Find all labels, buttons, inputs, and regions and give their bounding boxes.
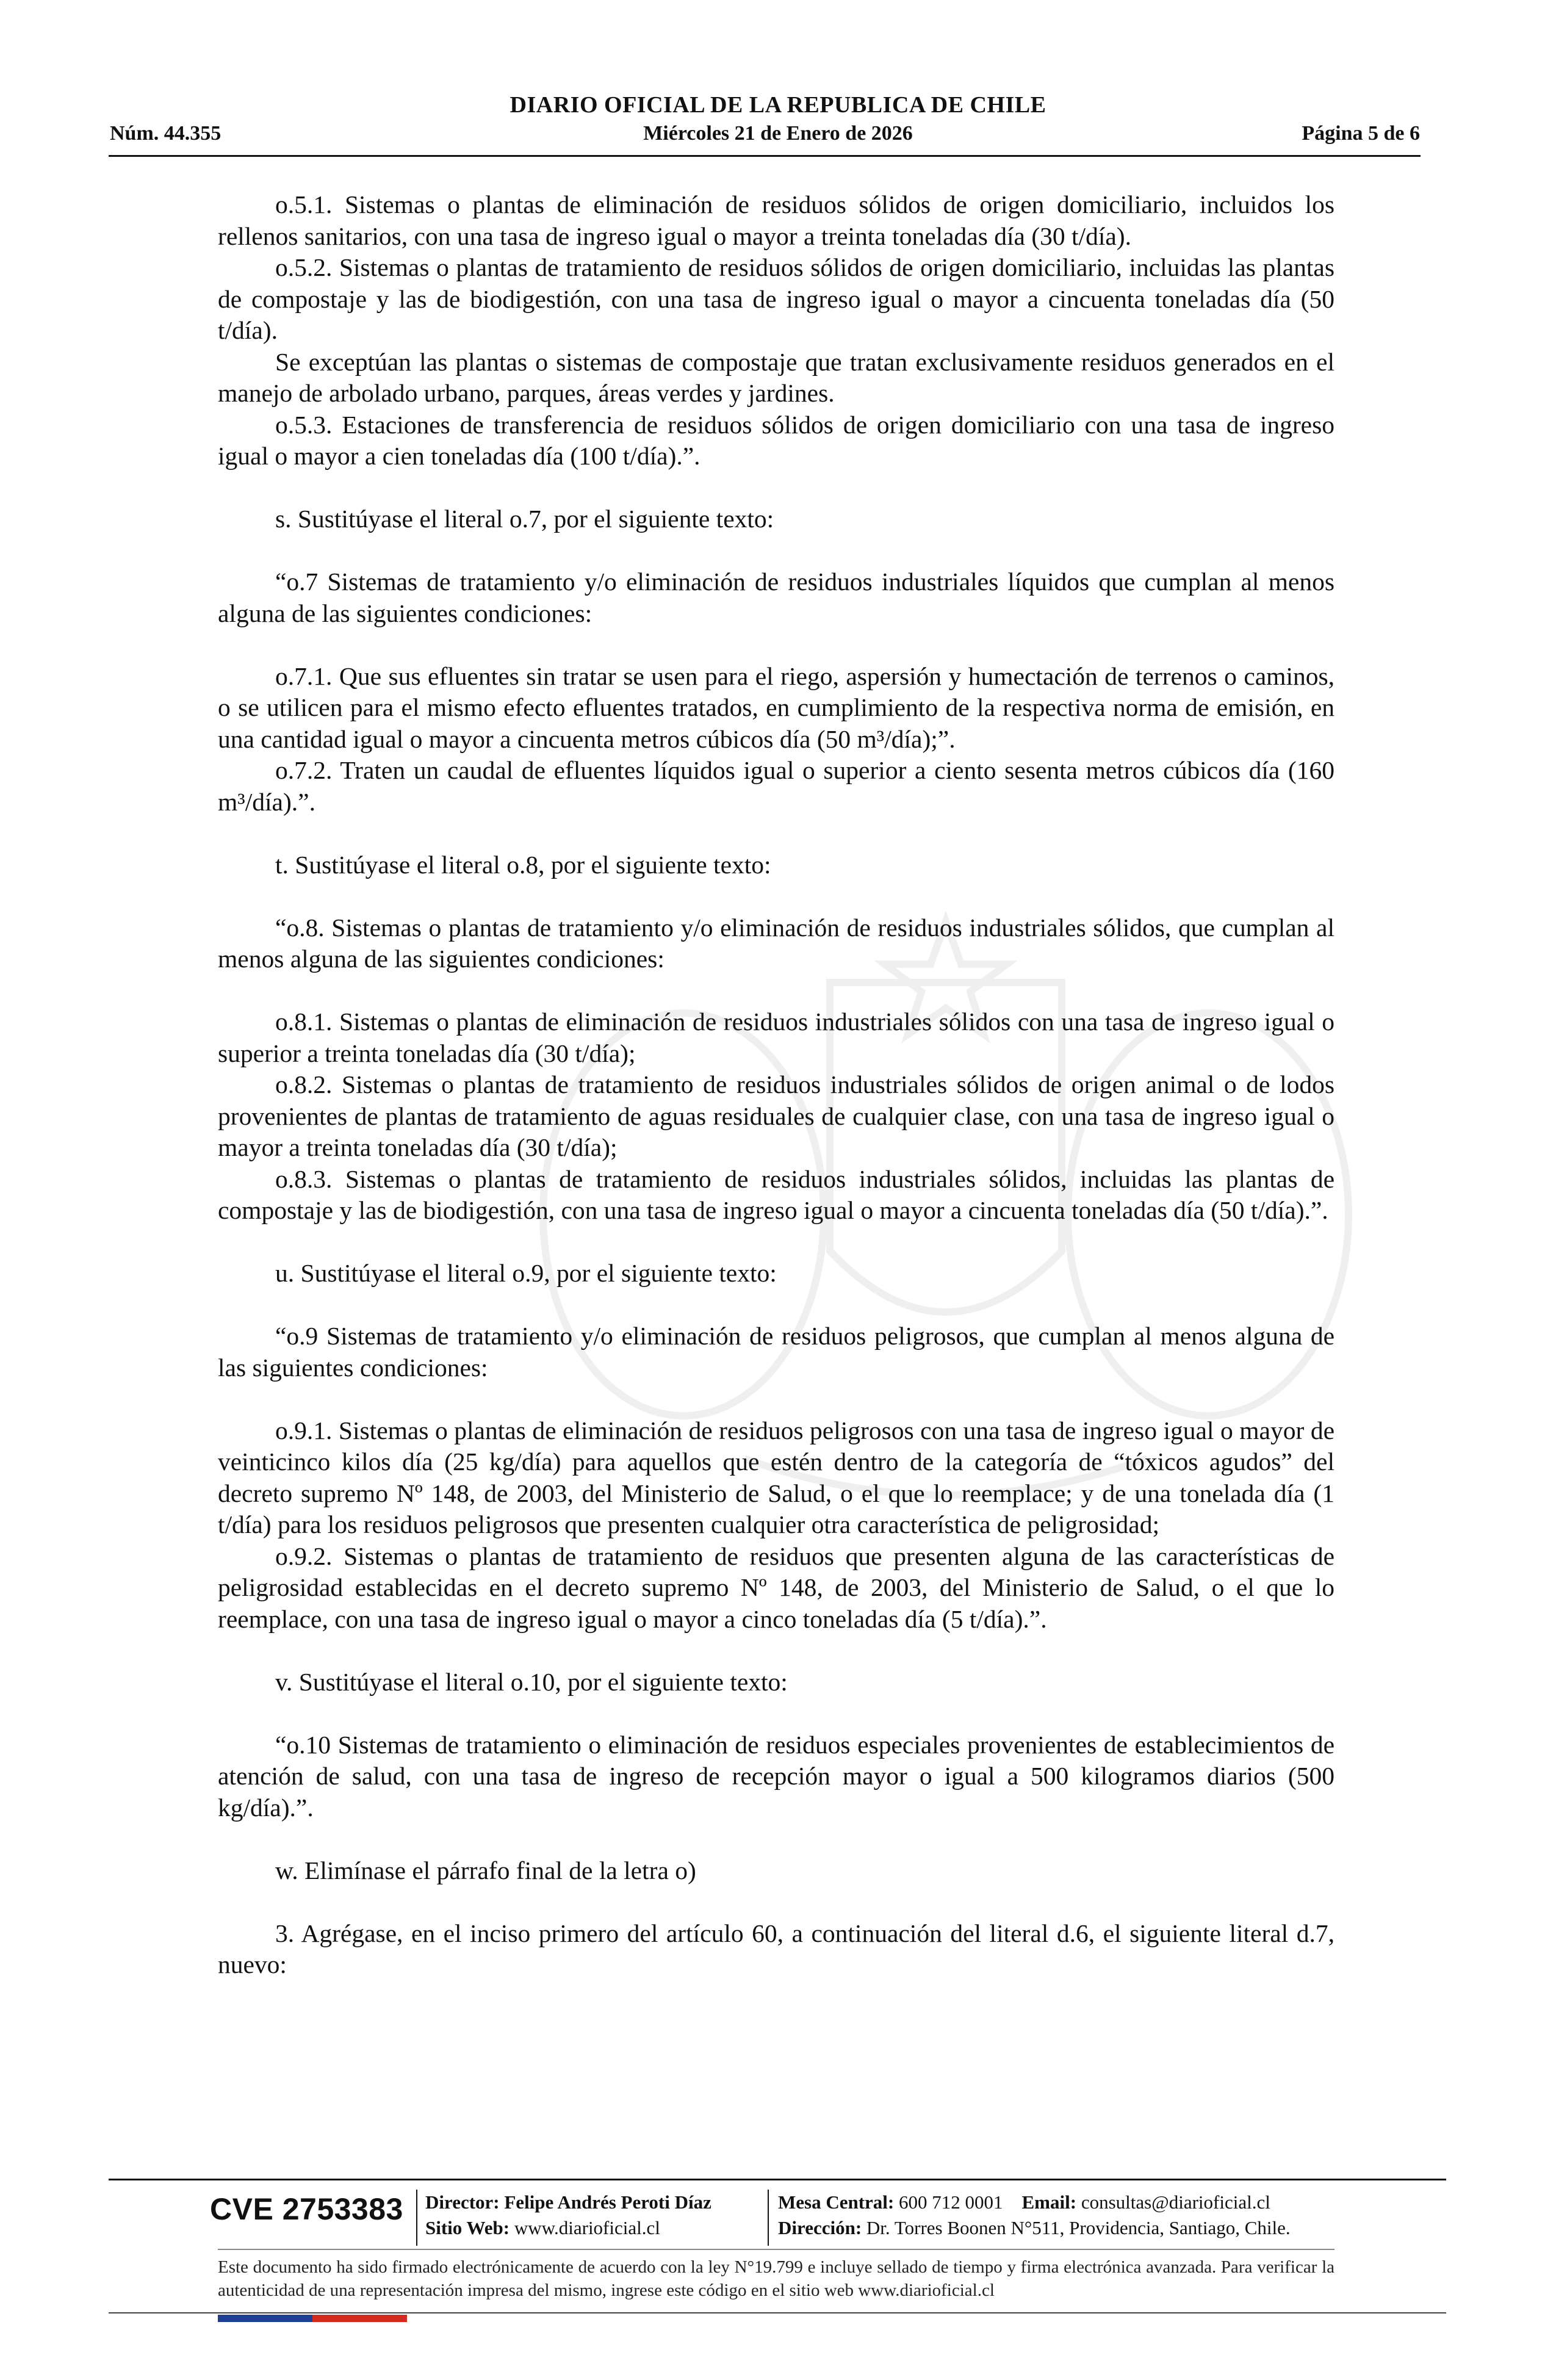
paragraph-o-10: “o.10 Sistemas de tratamiento o eliminación de residuos especiales provenientes de establecimientos de atención de salud, con una tasa de ingreso de recepción mayor o igual a 500 kilogramos diarios (500 kg/día).”. [218,1730,1334,1822]
footer-separator [416,2190,417,2246]
paragraph-o-9-2: o.9.2. Sistemas o plantas de tratamiento de residuos que presenten alguna de las características de peligrosidad establecidas en el decreto supremo Nº 148, de 2003, del Ministerio de Salud, o el que lo reemplace, con una tasa de ingreso igual o mayor a cinco toneladas día (5 t/día).”. [218,1542,1334,1633]
paragraph-o-7: “o.7 Sistemas de tratamiento y/o eliminación de residuos industriales líquidos que cumplan al menos alguna de las siguientes condiciones: [218,568,1334,627]
issue-date: Miércoles 21 de Enero de 2026 [643,122,913,145]
paragraph-o-8-3: o.8.3. Sistemas o plantas de tratamiento de residuos industriales sólidos, incluidas las plantas de compostaje y las de biodigestión, con una tasa de ingreso igual o mayor a cincuenta toneladas día (50 t/día).”. [218,1164,1334,1224]
website-label: Sitio Web: [425,2217,510,2238]
email-link[interactable]: consultas@diarioficial.cl [1081,2191,1270,2213]
paragraph-o-9: “o.9 Sistemas de tratamiento y/o eliminación de residuos peligrosos, que cumplan al menos alguna de las siguientes condiciones: [218,1322,1334,1382]
paragraph-o-5-3: o.5.3. Estaciones de transferencia de residuos sólidos de origen domiciliario con una tasa de ingreso igual o mayor a cien toneladas día (100 t/día).”. [218,410,1334,470]
paragraph-o-5-1: o.5.1. Sistemas o plantas de eliminación de residuos sólidos de origen domiciliario, incluidos los rellenos sanitarios, con una tasa de ingreso igual o mayor a treinta toneladas día (30 t/día). [218,190,1334,250]
page-number: Página 5 de 6 [1302,122,1420,145]
paragraph-o-5-2: o.5.2. Sistemas o plantas de tratamiento de residuos sólidos de origen domiciliario, incluidas las plantas de compostaje y las de biodigestión, con una tasa de ingreso igual o mayor a cincuenta toneladas día (50 t/día). [218,253,1334,344]
footer-divider-mid [218,2249,1334,2250]
issue-number: Núm. 44.355 [110,122,222,145]
paragraph-item-3: 3. Agrégase, en el inciso primero del artículo 60, a continuación del literal d.6, el siguiente literal d.7, nuevo: [218,1919,1334,1978]
flag-stripe-red [312,2315,407,2322]
paragraph-letter-t: t. Sustitúyase el literal o.8, por el siguiente texto: [275,850,771,879]
footer-separator [768,2190,769,2246]
flag-stripe-blue [218,2315,312,2322]
footer-director-block [425,2190,711,2241]
document-body [218,189,1334,1981]
paragraph-o-8-1: o.8.1. Sistemas o plantas de eliminación de residuos industriales sólidos con una tasa de ingreso igual o superior a treinta toneladas día (30 t/día); [218,1008,1334,1067]
paragraph-o-7-2: o.7.2. Traten un caudal de efluentes líquidos igual o superior a ciento sesenta metros cúbicos día (160 m³/día).”. [218,756,1334,816]
paragraph-o-8: “o.8. Sistemas o plantas de tratamiento y/o eliminación de residuos industriales sólidos, que cumplan al menos alguna de las siguientes condiciones: [218,913,1334,973]
paragraph-o-7-1: o.7.1. Que sus efluentes sin tratar se usen para el riego, aspersión y humectación de terrenos o caminos, o se utilicen para el mismo efecto efluentes tratados, en cumplimiento de la respectiva norma de emisión, en una cantidad igual o mayor a cincuenta metros cúbicos día (50 m³/día);”. [218,662,1334,753]
paragraph-letter-u: u. Sustitúyase el literal o.9, por el siguiente texto: [275,1259,777,1287]
footer-contact-block [778,2190,1291,2241]
newspaper-title: DIARIO OFICIAL DE LA REPUBLICA DE CHILE [510,92,1046,118]
paragraph-letter-w: w. Elimínase el párrafo final de la letra o) [275,1856,696,1884]
cve-code: CVE 2753383 [210,2192,403,2226]
paragraph-o-8-2: o.8.2. Sistemas o plantas de tratamiento de residuos industriales sólidos de origen animal o de lodos provenientes de plantas de tratamiento de aguas residuales de cualquier clase, con una tasa de ingreso igual o mayor a treinta toneladas día (30 t/día); [218,1070,1334,1161]
signature-disclaimer: Este documento ha sido firmado electrónicamente de acuerdo con la ley N°19.799 e incluye sellado de tiempo y firma electrónica avanzada. Para verificar la autenticidad de una representación impresa del mismo, ingrese este código en el sitio web www.diarioficial.cl [218,2257,1334,2300]
director-name: Felipe Andrés Peroti Díaz [504,2191,711,2213]
phone-label: Mesa Central: [778,2191,895,2213]
header-divider [109,155,1421,157]
paragraph-o-9-1: o.9.1. Sistemas o plantas de eliminación de residuos peligrosos con una tasa de ingreso igual o mayor de veinticinco kilos día (25 kg/día) para aquellos que estén dentro de la categoría de “tóxicos agudos” del decreto supremo Nº 148, de 2003, del Ministerio de Salud, o el que lo reemplace; y de una tonelada día (1 t/día) para los residuos peligrosos que presenten cualquier otra característica de peligrosidad; [218,1416,1334,1538]
website-link[interactable]: www.diarioficial.cl [514,2217,660,2238]
paragraph-letter-v: v. Sustitúyase el literal o.10, por el siguiente texto: [275,1667,788,1696]
footer-divider-top [109,2179,1446,2180]
email-label: Email: [1021,2191,1077,2213]
address-text: Dr. Torres Boonen N°511, Providencia, Santiago, Chile. [866,2217,1291,2238]
footer-divider-bottom [109,2312,1446,2313]
address-label: Dirección: [778,2217,862,2238]
paragraph-exception: Se exceptúan las plantas o sistemas de compostaje que tratan exclusivamente residuos generados en el manejo de arbolado urbano, parques, áreas verdes y jardines. [218,347,1334,407]
director-label: Director: [425,2191,500,2213]
phone-number: 600 712 0001 [899,2191,1003,2213]
paragraph-letter-s: s. Sustitúyase el literal o.7, por el siguiente texto: [275,505,774,533]
